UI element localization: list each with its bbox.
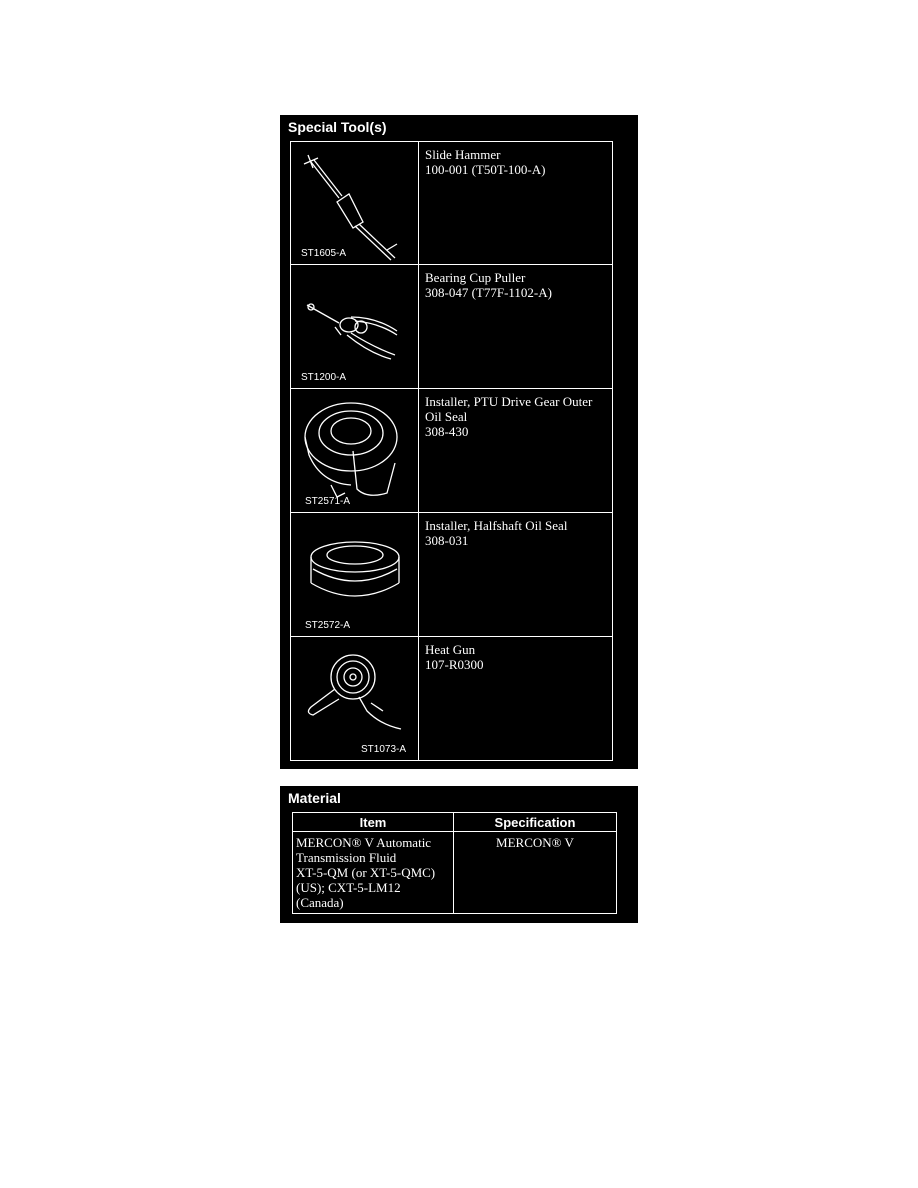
tool-row-ptu-seal-installer bbox=[290, 389, 613, 513]
tool-name-cont: Oil Seal bbox=[425, 409, 468, 424]
tool-description bbox=[419, 389, 597, 512]
tool-name: Installer, PTU Drive Gear Outer bbox=[425, 394, 593, 409]
header-item: Item bbox=[293, 813, 454, 832]
tool-name: Installer, Halfshaft Oil Seal bbox=[425, 518, 568, 533]
special-tools-table bbox=[290, 141, 613, 761]
tool-image-cell bbox=[291, 265, 419, 388]
material-table bbox=[292, 812, 617, 914]
item-line: (US); CXT-5-LM12 bbox=[296, 880, 401, 895]
tool-image-cell bbox=[291, 142, 419, 264]
material-title: Material bbox=[288, 790, 341, 806]
halfshaft-seal-installer-icon bbox=[291, 513, 418, 635]
tool-image-cell bbox=[291, 389, 419, 512]
slide-hammer-icon bbox=[291, 142, 418, 264]
tool-number: 308-430 bbox=[425, 424, 469, 439]
tool-name: Slide Hammer bbox=[425, 147, 501, 162]
tool-description bbox=[419, 142, 550, 264]
tool-number: 107-R0300 bbox=[425, 657, 484, 672]
bearing-cup-puller-icon bbox=[291, 265, 418, 387]
header-specification: Specification bbox=[454, 813, 617, 832]
tool-number: 308-031 bbox=[425, 533, 469, 548]
tool-number: 308-047 (T77F-1102-A) bbox=[425, 285, 552, 300]
tool-code: ST2572-A bbox=[305, 620, 351, 631]
tool-row-bearing-cup-puller bbox=[290, 265, 613, 389]
tool-row-heat-gun bbox=[290, 637, 613, 761]
special-tools-title: Special Tool(s) bbox=[288, 119, 387, 135]
item-line: MERCON® V Automatic bbox=[296, 835, 432, 850]
tool-description bbox=[419, 265, 557, 388]
tool-name: Heat Gun bbox=[425, 642, 476, 657]
material-header-row bbox=[293, 813, 617, 832]
item-line: XT-5-QM (or XT-5-QMC) bbox=[296, 865, 436, 880]
tool-number: 100-001 (T50T-100-A) bbox=[425, 162, 546, 177]
tool-code: ST1605-A bbox=[301, 248, 347, 259]
tool-description bbox=[419, 513, 572, 636]
heat-gun-icon bbox=[291, 637, 418, 759]
tool-description bbox=[419, 637, 489, 760]
tool-row-halfshaft-seal-installer bbox=[290, 513, 613, 637]
table-row bbox=[293, 832, 617, 914]
tool-image-cell bbox=[291, 637, 419, 760]
item-line: Transmission Fluid bbox=[296, 850, 397, 865]
tool-code: ST2571-A bbox=[305, 496, 351, 507]
tool-code: ST1073-A bbox=[361, 744, 407, 755]
tool-name: Bearing Cup Puller bbox=[425, 270, 526, 285]
tool-image-cell bbox=[291, 513, 419, 636]
oil-seal-installer-icon bbox=[291, 389, 418, 511]
tool-code: ST1200-A bbox=[301, 372, 347, 383]
material-specification-cell: MERCON® V bbox=[454, 832, 617, 914]
item-line: (Canada) bbox=[296, 895, 344, 910]
material-panel bbox=[280, 786, 638, 923]
tool-row-slide-hammer bbox=[290, 141, 613, 265]
special-tools-panel bbox=[280, 115, 638, 769]
material-item-cell bbox=[293, 832, 454, 914]
